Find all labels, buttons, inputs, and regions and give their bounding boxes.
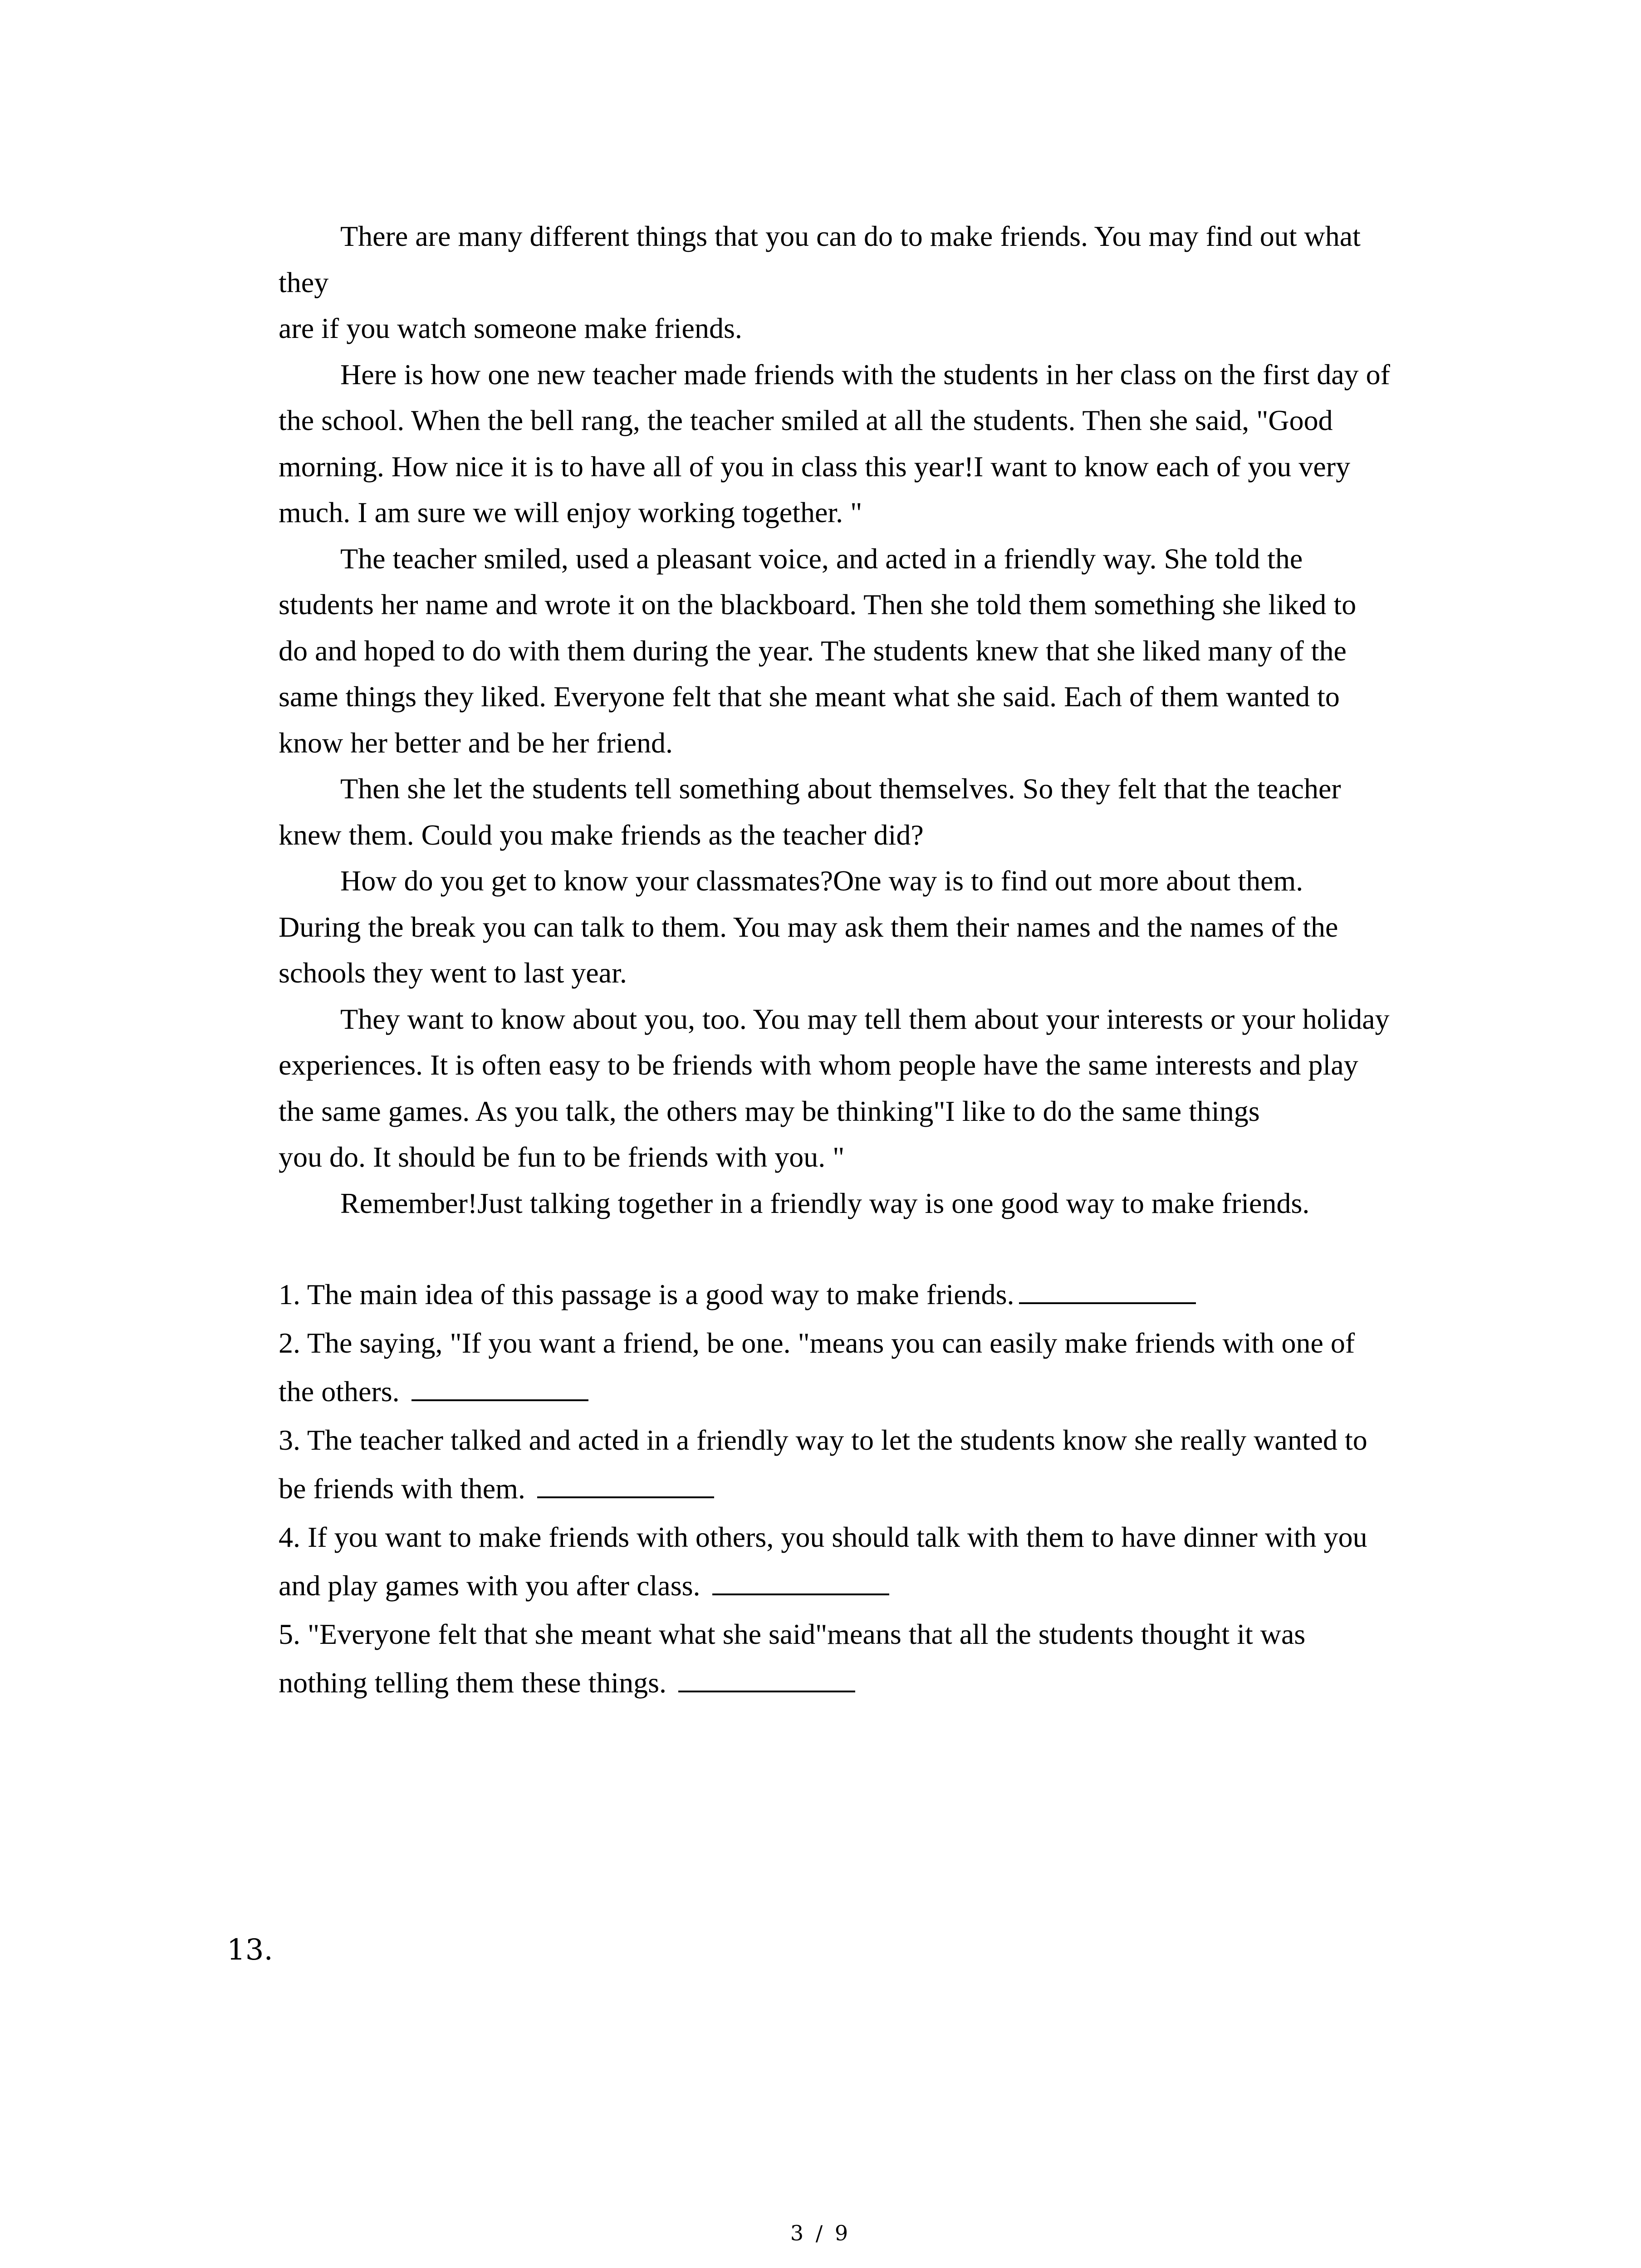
passage-line: they [279,266,329,298]
passage-paragraph-1-continued [279,305,1458,352]
passage-line: the same games. As you talk, the others may be thinking"I like to do the same things [279,1095,1260,1127]
passage-line: you do. It should be fun to be friends with you. " [279,1141,845,1173]
passage-line: During the break you can talk to them. You may ask them their names and the names of the [279,910,1338,943]
question-text: 2. The saying, "If you want a friend, be one. "means you can easily make friends with one of [279,1327,1355,1359]
passage-line: The teacher smiled, used a pleasant voice, and acted in a friendly way. She told the [340,542,1303,575]
passage-line: schools they went to last year. [279,957,627,989]
page-indicator: 3 / 9 [790,2221,851,2245]
passage-line: There are many different things that you can do to make friends. You may find out what [340,220,1361,252]
question-4 [279,1513,1458,1610]
passage-paragraph-7 [279,1180,1458,1227]
question-3 [279,1416,1458,1513]
passage-paragraph-2 [279,352,1458,536]
passage-line: the school. When the bell rang, the teacher smiled at all the students. Then she said, "Good [279,404,1333,436]
answer-blank-1[interactable] [1019,1275,1196,1304]
passage-line: How do you get to know your classmates?One way is to find out more about them. [340,865,1303,897]
passage-paragraph-6 [279,996,1458,1180]
passage-line: know her better and be her friend. [279,726,673,759]
question-text: be friends with them. [279,1472,533,1505]
question-text: 1. The main idea of this passage is a good way to make friends. [279,1278,1014,1310]
passage-line: students her name and wrote it on the blackboard. Then she told them something she liked to [279,588,1357,621]
passage-line: Here is how one new teacher made friends with the students in her class on the first day of [340,358,1390,391]
passage-line: are if you watch someone make friends. [279,312,742,344]
question-2 [279,1319,1458,1416]
passage-line: Then she let the students tell something about themselves. So they felt that the teacher [340,772,1341,805]
passage-paragraph-5 [279,858,1458,996]
passage-line: knew them. Could you make friends as the teacher did? [279,818,924,851]
question-text: nothing telling them these things. [279,1667,674,1699]
question-text: 5. "Everyone felt that she meant what she said"means that all the students thought it was [279,1618,1306,1650]
question-5 [279,1610,1458,1707]
passage-line: Remember!Just talking together in a friendly way is one good way to make friends. [340,1187,1310,1219]
answer-blank-4[interactable] [712,1566,889,1595]
passage-line: morning. How nice it is to have all of you in class this year!I want to know each of you very [279,450,1351,483]
passage-paragraph-3 [279,536,1458,766]
question-text: 4. If you want to make friends with others, you should talk with them to have dinner with you [279,1521,1367,1553]
true-false-questions [279,1270,1458,1707]
reading-passage [279,213,1458,1226]
passage-line: do and hoped to do with them during the year. The students knew that she liked many of the [279,634,1347,667]
question-text: 3. The teacher talked and acted in a friendly way to let the students know she really wanted to [279,1424,1367,1456]
answer-blank-3[interactable] [537,1469,714,1498]
passage-line: much. I am sure we will enjoy working together. " [279,496,862,528]
passage-line: same things they liked. Everyone felt that she meant what she said. Each of them wanted to [279,680,1340,713]
question-text: and play games with you after class. [279,1569,708,1602]
passage-line: experiences. It is often easy to be friends with whom people have the same interests and play [279,1049,1358,1081]
question-text: the others. [279,1375,407,1408]
answer-blank-2[interactable] [411,1372,588,1401]
question-number: 13. [227,1933,273,1967]
passage-line: They want to know about you, too. You may tell them about your interests or your holiday [340,1002,1390,1035]
question-1 [279,1270,1458,1319]
passage-paragraph-1 [279,213,1458,305]
answer-blank-5[interactable] [678,1663,855,1692]
passage-paragraph-4 [279,766,1458,858]
